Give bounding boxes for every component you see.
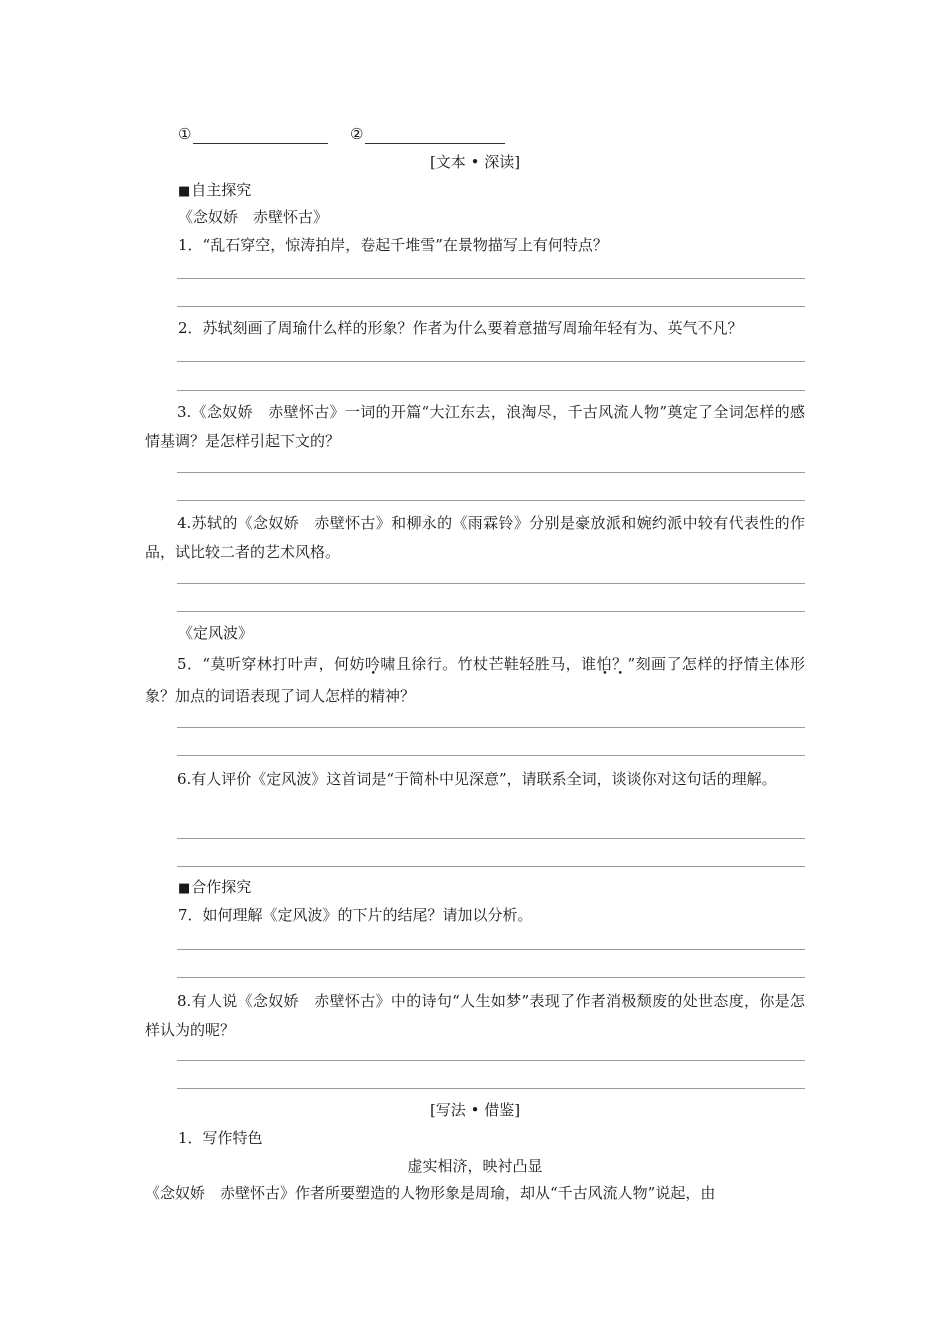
answer-line[interactable] bbox=[177, 1060, 805, 1061]
coop-explore-label: 合作探究 bbox=[191, 878, 252, 896]
answer-line[interactable] bbox=[177, 500, 805, 501]
square-bullet-icon: ■ bbox=[178, 184, 191, 199]
poem2-title: 《定风波》 bbox=[178, 624, 254, 642]
answer-blank-1[interactable] bbox=[193, 129, 328, 144]
poem1-title: 《念奴娇 赤壁怀古》 bbox=[178, 208, 329, 226]
writing-body-text: 《念奴娇 赤壁怀古》作者所要塑造的人物形象是周瑜，却从“千古风流人物”说起，由 bbox=[145, 1184, 716, 1202]
question-2: 2．苏轼刻画了周瑜什么样的形象？作者为什么要着意描写周瑜年轻有为、英气不凡？ bbox=[178, 319, 743, 337]
q5-dotted-word: 妨 bbox=[349, 655, 365, 673]
answer-line[interactable] bbox=[177, 838, 805, 839]
question-4: 4.苏轼的《念奴娇 赤壁怀古》和柳永的《雨霖铃》分别是豪放派和婉约派中较有代表性的作品，试比较二者的艺术风格。 bbox=[145, 514, 805, 561]
self-explore-label: 自主探究 bbox=[191, 181, 252, 199]
coop-explore-heading bbox=[178, 877, 251, 899]
answer-line[interactable] bbox=[177, 583, 805, 584]
answer-blank-row bbox=[178, 124, 505, 144]
answer-line[interactable] bbox=[177, 977, 805, 978]
blank-label-1: ① bbox=[178, 125, 192, 143]
answer-line[interactable] bbox=[177, 472, 805, 473]
blank-label-2: ② bbox=[350, 125, 364, 143]
answer-line[interactable] bbox=[177, 755, 805, 756]
q5-dotted-word: 怕 bbox=[596, 655, 613, 673]
q5-dotted-word: 谁 bbox=[581, 655, 597, 673]
answer-line[interactable] bbox=[177, 866, 805, 867]
section-heading-deep-read: [文本 • 深读] bbox=[429, 153, 521, 171]
answer-line[interactable] bbox=[177, 306, 805, 307]
self-explore-heading bbox=[178, 180, 251, 202]
answer-line[interactable] bbox=[177, 949, 805, 950]
writing-item-1: 1．写作特色 bbox=[178, 1129, 263, 1147]
answer-line[interactable] bbox=[177, 611, 805, 612]
writing-subtitle: 虚实相济，映衬凸显 bbox=[407, 1157, 543, 1175]
square-bullet-icon: ■ bbox=[178, 881, 191, 896]
q5-text-1: 5．“莫听穿林打叶声，何 bbox=[177, 655, 350, 673]
section-heading-writing: [写法 • 借鉴] bbox=[429, 1101, 521, 1119]
answer-line[interactable] bbox=[177, 278, 805, 279]
answer-line[interactable] bbox=[177, 361, 805, 362]
question-7: 7．如何理解《定风波》的下片的结尾？请加以分析。 bbox=[178, 906, 533, 924]
q5-text-3: ？”刻画了怎样的抒情主体形象？加点的词语表现了词人怎样的精神？ bbox=[145, 655, 805, 705]
question-1: 1．“乱石穿空，惊涛拍岸，卷起千堆雪”在景物描写上有何特点？ bbox=[178, 236, 608, 254]
answer-blank-2[interactable] bbox=[365, 129, 505, 144]
question-6: 6.有人评价《定风波》这首词是“于简朴中见深意”，请联系全词，谈谈你对这句话的理解。 bbox=[177, 770, 777, 788]
question-5 bbox=[145, 648, 805, 712]
answer-line[interactable] bbox=[177, 727, 805, 728]
question-8: 8.有人说《念奴娇 赤壁怀古》中的诗句“人生如梦”表现了作者消极颓废的处世态度，你是怎样认为的呢？ bbox=[145, 992, 805, 1039]
question-3: 3.《念奴娇 赤壁怀古》一词的开篇“大江东去，浪淘尽，千古风流人物”奠定了全词怎样的感情基调？是怎样引起下文的？ bbox=[145, 403, 805, 450]
q5-text-2: 吟啸且徐行。竹杖芒鞋轻胜马， bbox=[364, 655, 582, 673]
answer-line[interactable] bbox=[177, 390, 805, 391]
answer-line[interactable] bbox=[177, 1088, 805, 1089]
